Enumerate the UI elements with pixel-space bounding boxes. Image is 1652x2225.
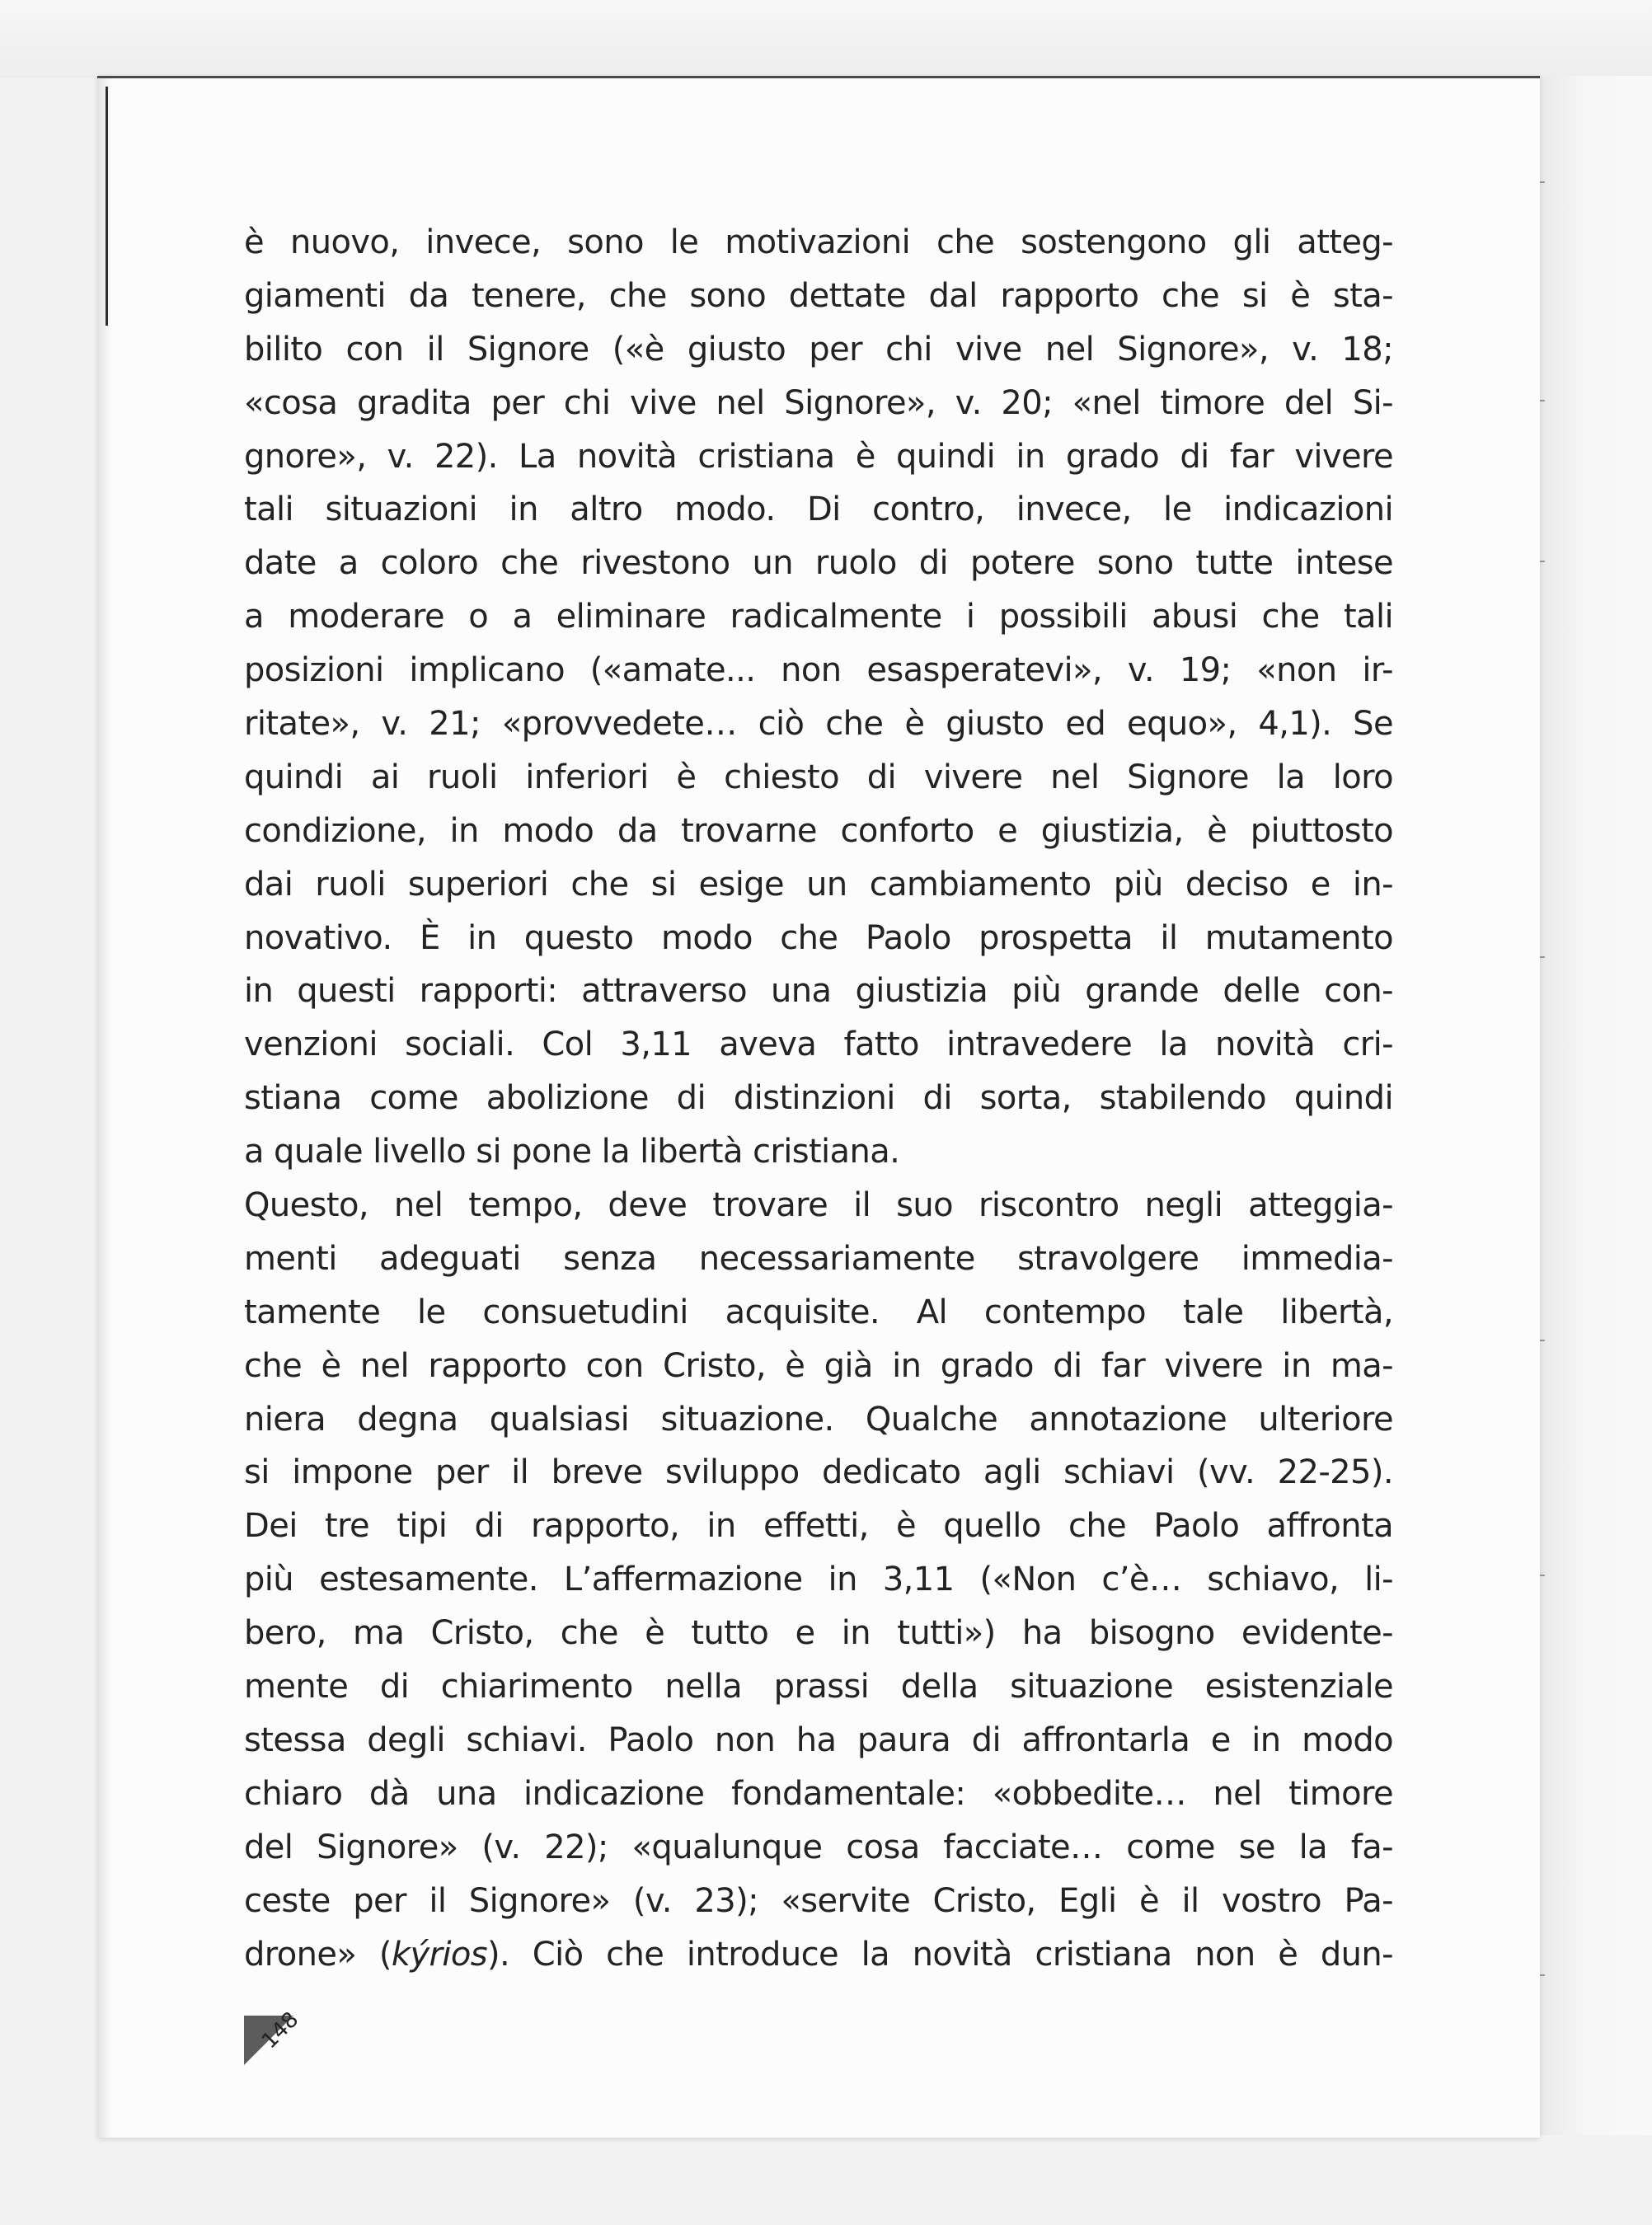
text-line: tali situazioni in altro modo. Di contro, invece, le indicazioni — [244, 491, 1393, 529]
final-line-start: drone» ( — [244, 1935, 392, 1974]
text-line: mente di chiarimento nella prassi della situazione esistenziale — [244, 1668, 1393, 1706]
facing-page-edge — [1540, 76, 1652, 2135]
text-line: date a coloro che rivestono un ruolo di potere sono tutte intese — [244, 544, 1393, 583]
final-line-end: ). Ciò che introduce la novità cristiana non è dun- — [487, 1935, 1393, 1974]
stitch-mark — [1540, 956, 1545, 958]
text-line: Questo, nel tempo, deve trovare il suo riscontro negli atteggia- — [244, 1186, 1393, 1225]
text-line: quindi ai ruoli inferiori è chiesto di vivere nel Signore la loro — [244, 758, 1393, 796]
spine-shadow — [97, 78, 112, 2138]
text-line: in questi rapporti: attraverso una giustizia più grande delle con- — [244, 972, 1393, 1011]
text-line: menti adeguati senza necessariamente stravolgere immedia- — [244, 1239, 1393, 1278]
text-line: ritate», v. 21; «provvedete… ciò che è giusto ed equo», 4,1). Se — [244, 705, 1393, 744]
text-line: dai ruoli superiori che si esige un cambiamento più deciso e in- — [244, 865, 1393, 904]
page-number: 148 — [257, 2007, 304, 2054]
paragraph-end-line: a quale livello si pone la libertà cristiana. — [244, 1133, 900, 1171]
text-line: è nuovo, invece, sono le motivazioni che sostengono gli atteg- — [244, 223, 1393, 261]
stitch-mark — [1540, 561, 1545, 562]
text-line: che è nel rapporto con Cristo, è già in grado di far vivere in ma- — [244, 1346, 1393, 1385]
text-line: stiana come abolizione di distinzioni di sorta, stabilendo quindi — [244, 1079, 1393, 1118]
text-line: bero, ma Cristo, che è tutto e in tutti») ha bisogno evidente- — [244, 1614, 1393, 1653]
stitch-mark — [1540, 1340, 1545, 1341]
text-line: stessa degli schiavi. Paolo non ha paura di affrontarla e in modo — [244, 1720, 1393, 1759]
text-line: novativo. È in questo modo che Paolo prospetta il mutamento — [244, 918, 1393, 957]
text-line: gnore», v. 22). La novità cristiana è quindi in grado di far vivere — [244, 437, 1393, 476]
stitch-mark — [1540, 1575, 1545, 1576]
text-line: niera degna qualsiasi situazione. Qualche annotazione ulteriore — [244, 1400, 1393, 1439]
text-line: Dei tre tipi di rapporto, in effetti, è quello che Paolo affronta — [244, 1507, 1393, 1546]
text-line: del Signore» (v. 22); «qualunque cosa facciate… come se la fa- — [244, 1828, 1393, 1866]
text-line: più estesamente. L’affermazione in 3,11 («Non c’è… schiavo, li- — [244, 1561, 1393, 1599]
scan-background — [0, 0, 1652, 78]
text-line: condizione, in modo da trovarne conforto e giustizia, è piuttosto — [244, 811, 1393, 850]
stitch-mark — [1540, 1974, 1545, 1976]
text-line: «cosa gradita per chi vive nel Signore», v. 20; «nel timore del Si- — [244, 383, 1393, 422]
text-line-final — [244, 1928, 1393, 1982]
binding-mark — [106, 87, 108, 326]
text-line: giamenti da tenere, che sono dettate dal rapporto che si è sta- — [244, 276, 1393, 315]
text-line: chiaro dà una indicazione fondamentale: «obbedite… nel timore — [244, 1774, 1393, 1813]
text-line: a moderare o a eliminare radicalmente i possibili abusi che tali — [244, 598, 1393, 636]
text-line: bilito con il Signore («è giusto per chi vive nel Signore», v. 18; — [244, 330, 1393, 368]
text-line: venzioni sociali. Col 3,11 aveva fatto intravedere la novità cri- — [244, 1026, 1393, 1064]
text-line: tamente le consuetudini acquisite. Al contempo tale libertà, — [244, 1293, 1393, 1331]
text-line: ceste per il Signore» (v. 23); «servite Cristo, Egli è il vostro Pa- — [244, 1881, 1393, 1920]
body-text — [244, 216, 1393, 1981]
stitch-mark — [1540, 181, 1545, 183]
stitch-mark — [1540, 400, 1545, 401]
text-line: si impone per il breve sviluppo dedicato agli schiavi (vv. 22-25). — [244, 1453, 1393, 1492]
italic-term: kýrios — [391, 1935, 487, 1974]
text-line: posizioni implicano («amate... non esasperatevi», v. 19; «non ir- — [244, 651, 1393, 690]
